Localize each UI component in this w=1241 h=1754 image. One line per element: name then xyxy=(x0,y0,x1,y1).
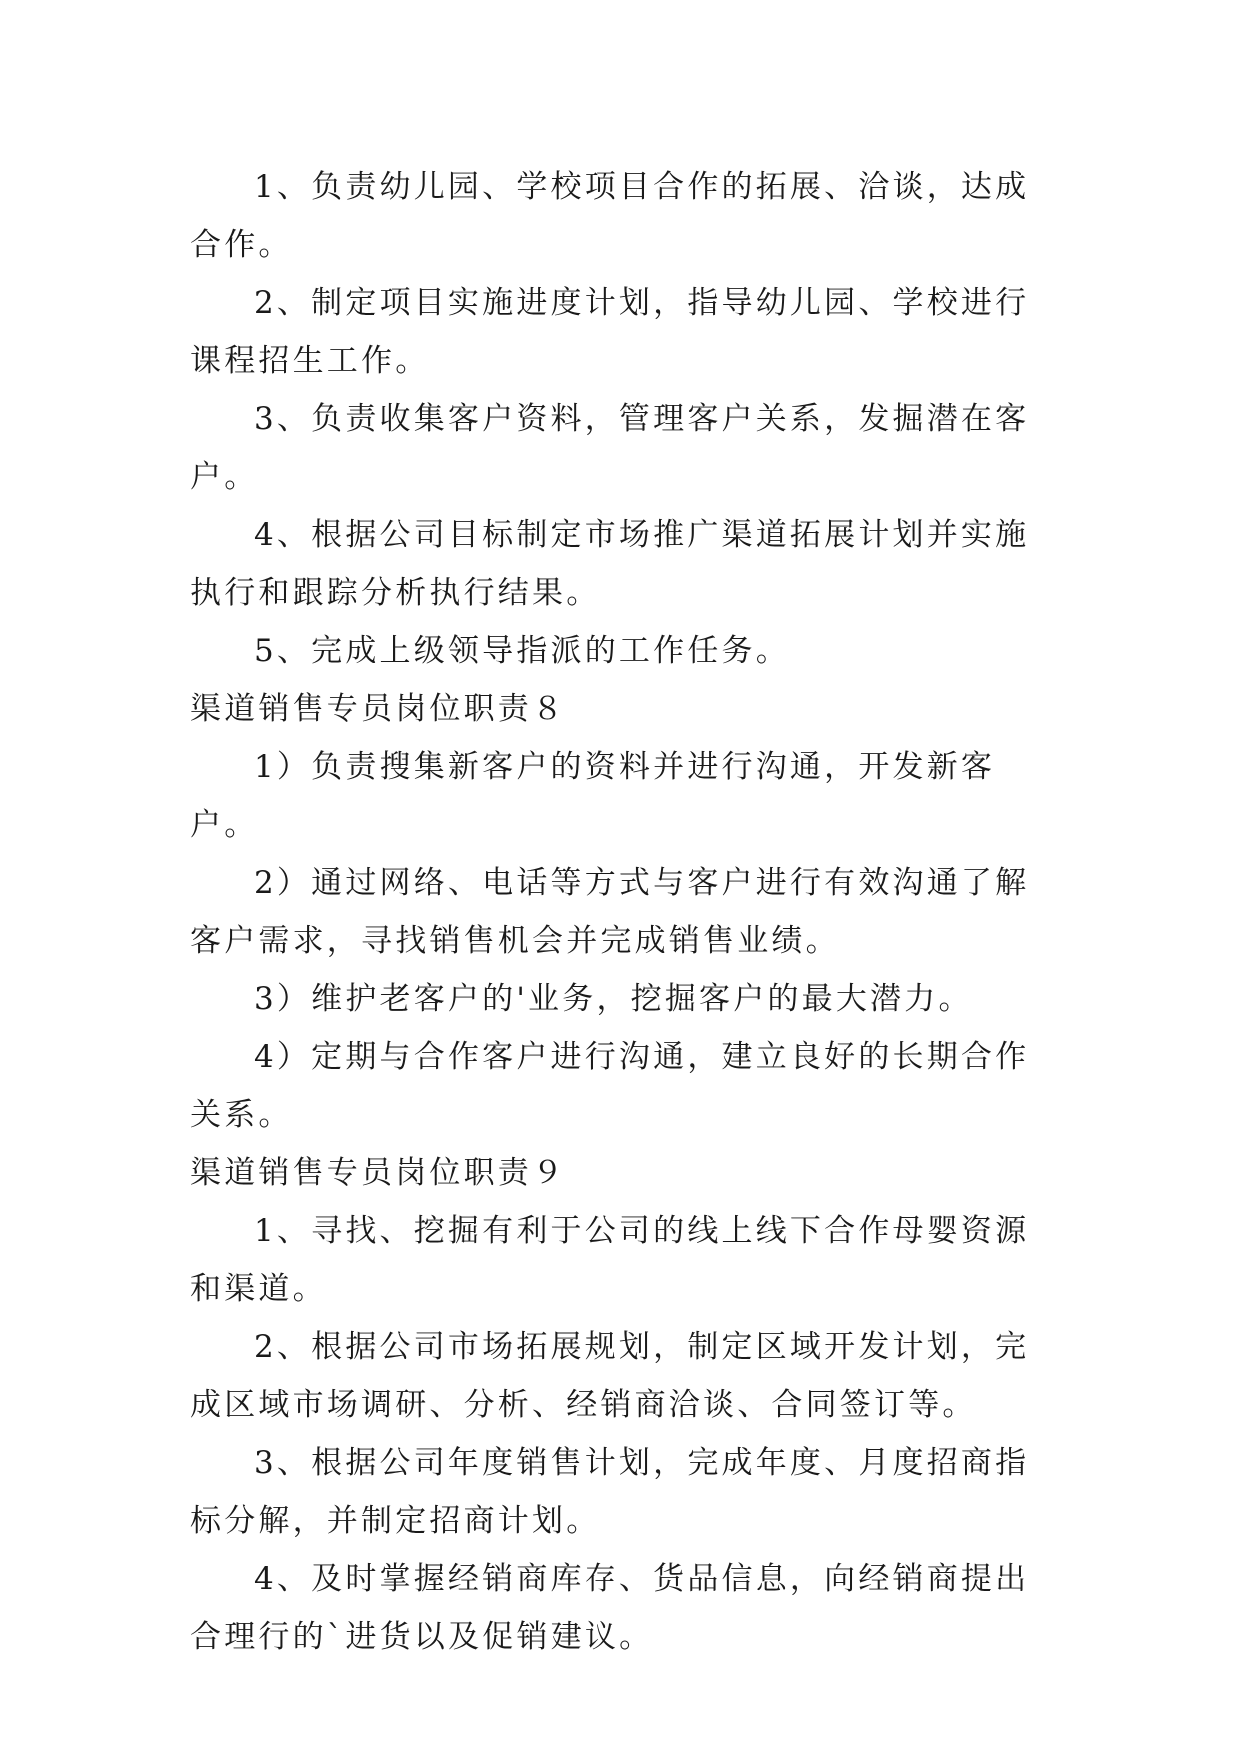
paragraph: 3）维护老客户的'业务，挖掘客户的最大潜力。 xyxy=(254,981,973,1017)
paragraph: 3、负责收集客户资料，管理客户关系，发掘潜在客户。 xyxy=(190,401,1030,495)
paragraph: 4、根据公司目标制定市场推广渠道拓展计划并实施执行和跟踪分析执行结果。 xyxy=(190,517,1030,611)
paragraph: 1、负责幼儿园、学校项目合作的拓展、洽谈，达成合作。 xyxy=(190,169,1030,263)
section-heading-8: 渠道销售专员岗位职责８ xyxy=(190,691,567,727)
paragraph: 1）负责搜集新客户的资料并进行沟通，开发新客户。 xyxy=(190,749,996,843)
paragraph: 5、完成上级领导指派的工作任务。 xyxy=(254,633,790,669)
paragraph: 1、寻找、挖掘有利于公司的线上线下合作母婴资源和渠道。 xyxy=(190,1213,1030,1307)
document-body xyxy=(190,158,1052,1666)
paragraph: 4）定期与合作客户进行沟通，建立良好的长期合作关系。 xyxy=(190,1039,1030,1133)
paragraph: 4、及时掌握经销商库存、货品信息，向经销商提出合理行的`进货以及促销建议。 xyxy=(190,1561,1030,1655)
paragraph: 2）通过网络、电话等方式与客户进行有效沟通了解客户需求，寻找销售机会并完成销售业绩。 xyxy=(190,865,1030,959)
paragraph: 3、根据公司年度销售计划，完成年度、月度招商指标分解，并制定招商计划。 xyxy=(190,1445,1030,1539)
paragraph: 2、根据公司市场拓展规划，制定区域开发计划，完成区域市场调研、分析、经销商洽谈、合同签订等。 xyxy=(190,1329,1030,1423)
section-heading-9: 渠道销售专员岗位职责９ xyxy=(190,1155,567,1191)
paragraph: 2、制定项目实施进度计划，指导幼儿园、学校进行课程招生工作。 xyxy=(190,285,1030,379)
